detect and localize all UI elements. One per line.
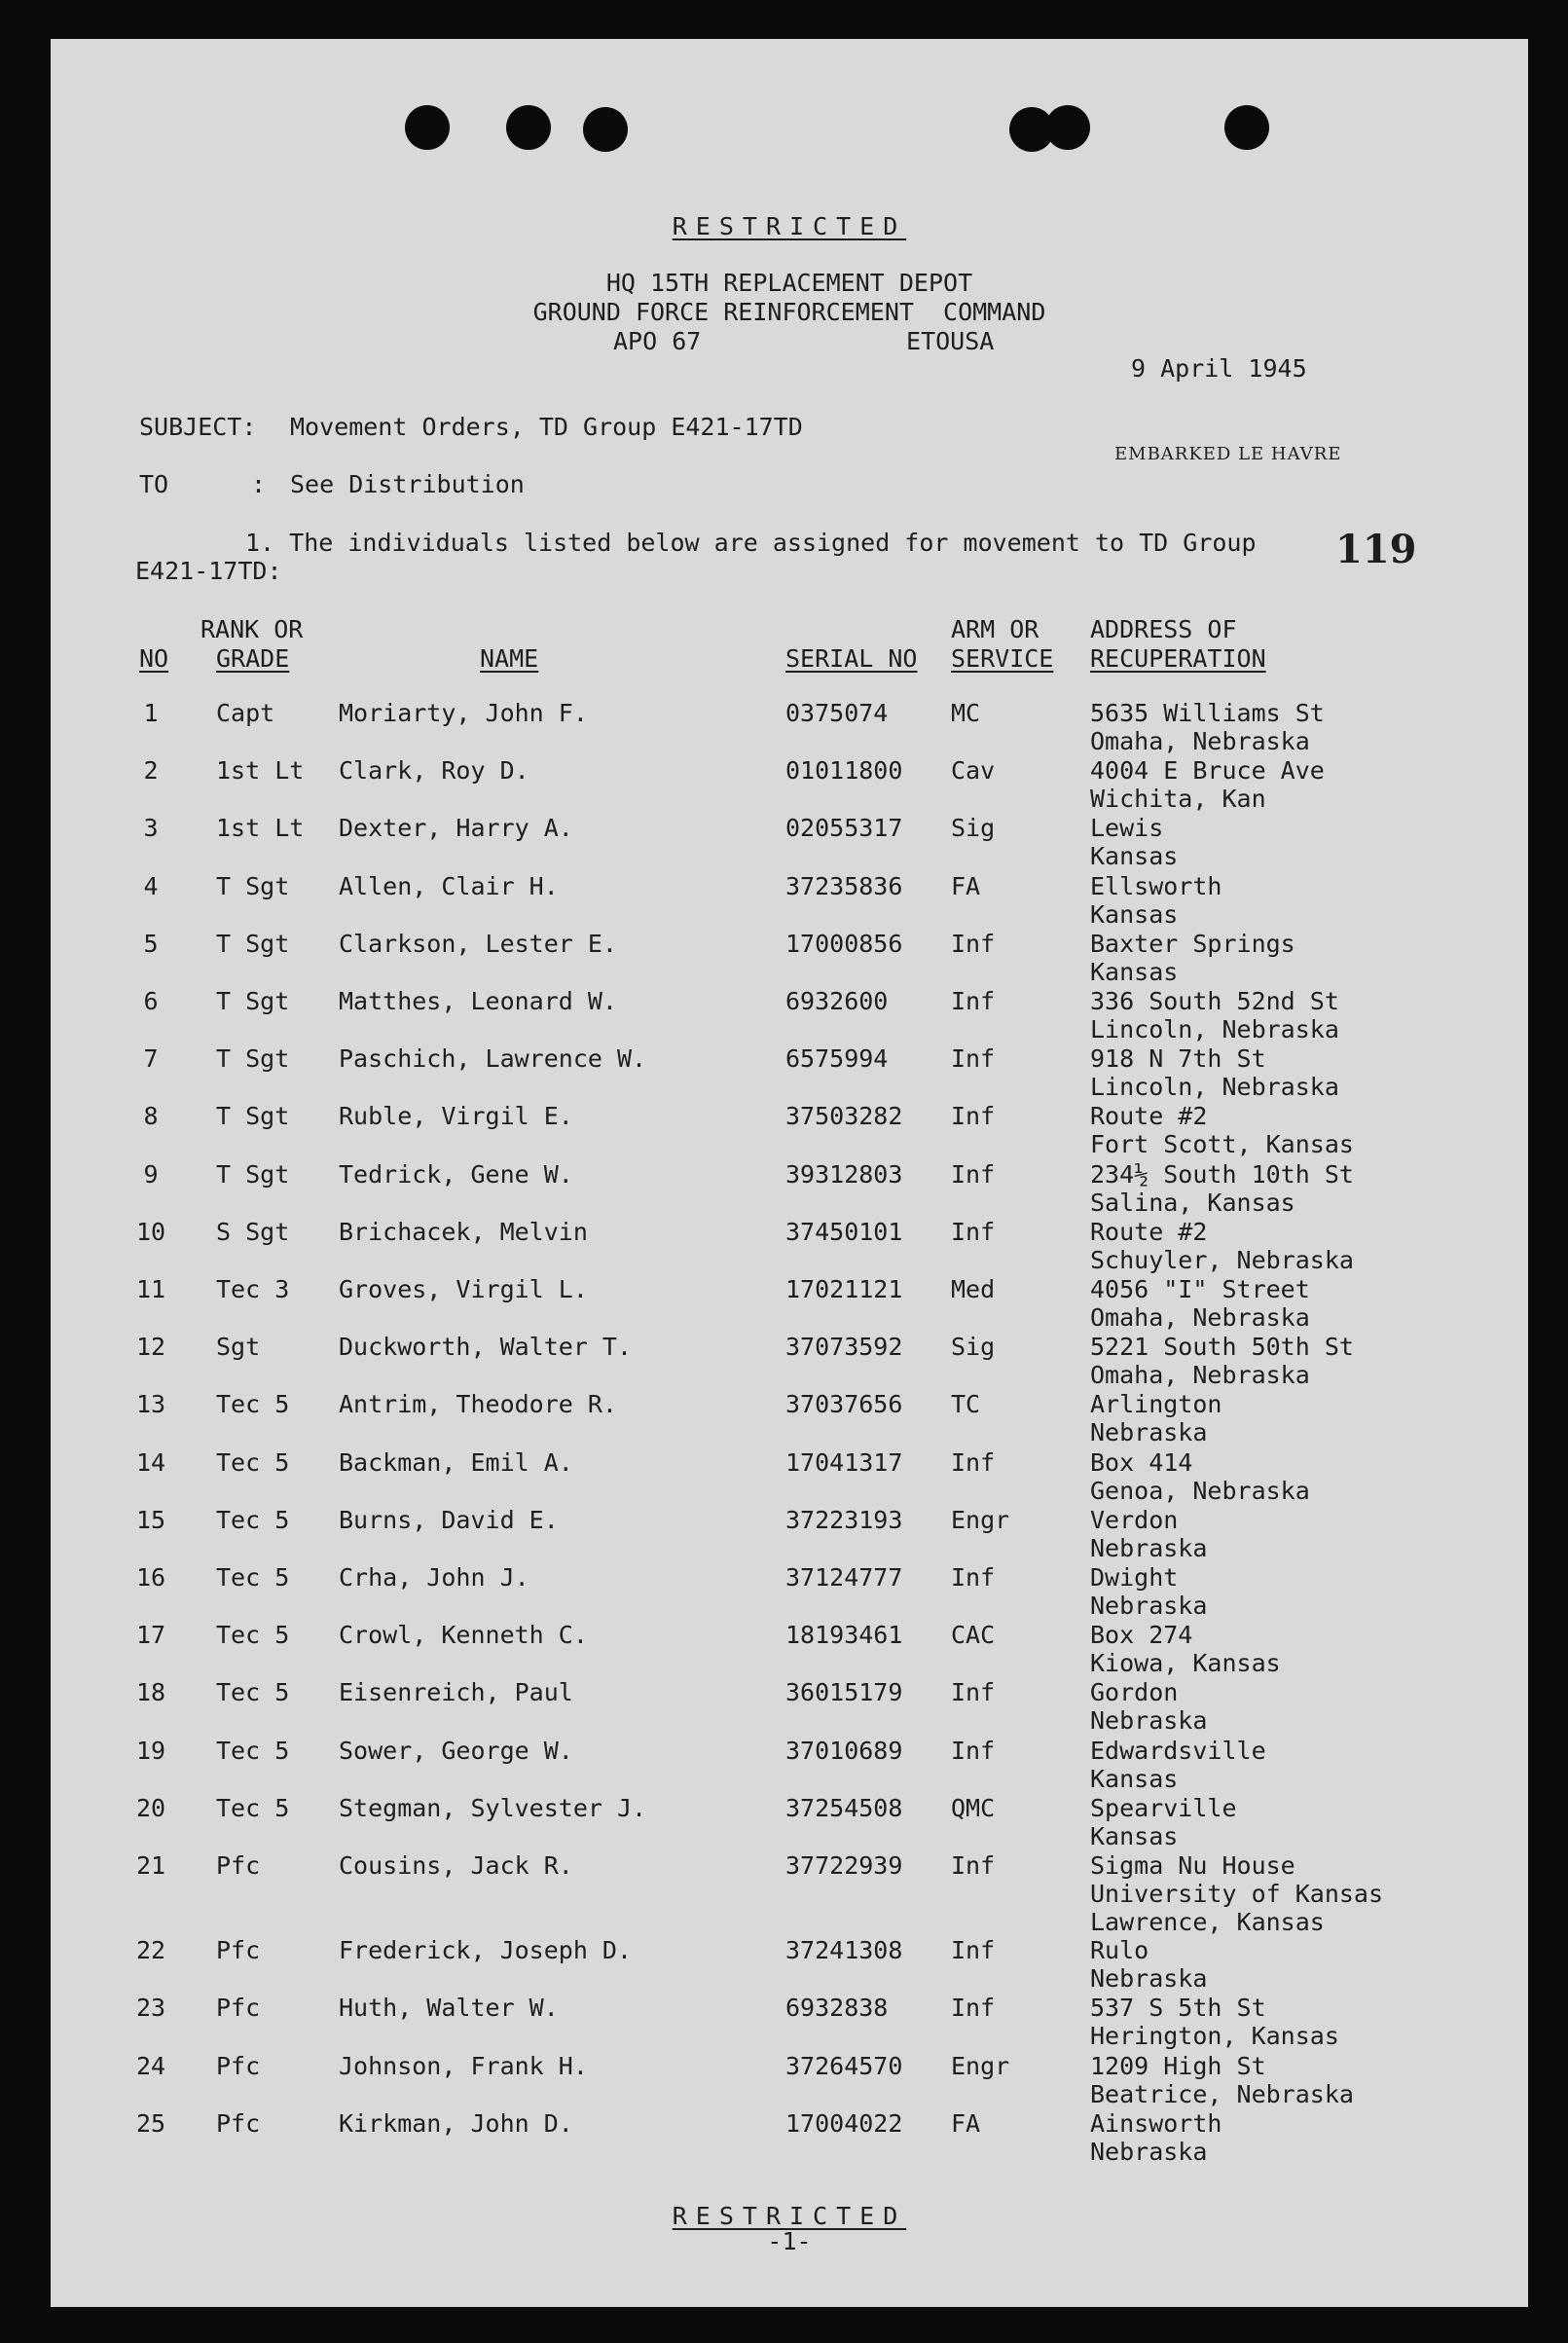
row-serial: 37241308 bbox=[785, 1936, 903, 1965]
table-row bbox=[51, 1044, 1528, 1101]
row-rank: T Sgt bbox=[216, 1044, 290, 1074]
row-rank: Capt bbox=[216, 699, 275, 727]
row-serial: 37073592 bbox=[785, 1333, 903, 1362]
table-row bbox=[51, 1448, 1528, 1505]
row-address-line-2: Kansas bbox=[1090, 1764, 1179, 1793]
row-serial: 37124777 bbox=[785, 1563, 903, 1592]
row-serial: 17000856 bbox=[785, 929, 903, 958]
row-name: Frederick, Joseph D. bbox=[339, 1936, 633, 1965]
row-name: Crha, John J. bbox=[339, 1563, 529, 1592]
header-name: NAME bbox=[480, 644, 539, 673]
row-serial: 37223193 bbox=[785, 1505, 903, 1534]
table-row bbox=[51, 2109, 1528, 2166]
row-address-line-2: Kansas bbox=[1090, 957, 1179, 986]
row-address-line-2: Nebraska bbox=[1090, 1418, 1208, 1447]
row-name: Antrim, Theodore R. bbox=[339, 1390, 617, 1419]
row-rank: Tec 5 bbox=[216, 1563, 290, 1592]
row-arm-service: Inf bbox=[951, 1159, 996, 1189]
row-address-line-1: Route #2 bbox=[1090, 1217, 1208, 1246]
row-address-line-1: Ainsworth bbox=[1090, 2108, 1222, 2138]
row-serial: 01011800 bbox=[785, 756, 903, 786]
table-row bbox=[51, 1678, 1528, 1735]
row-name: Eisenreich, Paul bbox=[339, 1678, 573, 1707]
row-number: 6 bbox=[143, 987, 159, 1015]
row-number: 9 bbox=[143, 1159, 159, 1189]
punch-hole bbox=[583, 107, 628, 152]
classification-footer: RESTRICTED bbox=[672, 2202, 907, 2230]
row-address-line-1: Dwight bbox=[1090, 1563, 1179, 1592]
paragraph-1-line-2: E421-17TD: bbox=[135, 557, 282, 585]
row-rank: Pfc bbox=[216, 1994, 261, 2023]
row-name: Johnson, Frank H. bbox=[339, 2051, 588, 2080]
punch-hole bbox=[1045, 105, 1090, 150]
paragraph-1-line-1: 1. The individuals listed below are assigned for movement to TD Group bbox=[245, 529, 1257, 557]
row-rank: Pfc bbox=[216, 1936, 261, 1965]
row-address-line-1: 537 S 5th St bbox=[1090, 1994, 1266, 2023]
row-rank: Tec 5 bbox=[216, 1621, 290, 1650]
table-row bbox=[51, 1390, 1528, 1446]
row-number: 7 bbox=[143, 1044, 159, 1074]
row-address-line-1: 918 N 7th St bbox=[1090, 1044, 1266, 1074]
subject-label: SUBJECT: bbox=[139, 413, 257, 441]
row-address-line-1: 1209 High St bbox=[1090, 2051, 1266, 2080]
row-rank: T Sgt bbox=[216, 1159, 290, 1189]
table-row bbox=[51, 1621, 1528, 1677]
row-serial: 37254508 bbox=[785, 1793, 903, 1822]
row-name: Cousins, Jack R. bbox=[339, 1851, 573, 1880]
row-name: Groves, Virgil L. bbox=[339, 1275, 588, 1303]
row-arm-service: Inf bbox=[951, 929, 996, 958]
row-address-line-2: Herington, Kansas bbox=[1090, 2022, 1339, 2051]
table-row bbox=[51, 699, 1528, 755]
row-address-line-1: Arlington bbox=[1090, 1390, 1222, 1419]
row-arm-service: MC bbox=[951, 699, 981, 727]
row-arm-service: Inf bbox=[951, 1736, 996, 1765]
row-serial: 17041317 bbox=[785, 1447, 903, 1477]
row-number: 10 bbox=[135, 1217, 166, 1246]
row-arm-service: FA bbox=[951, 2108, 981, 2138]
row-address-line-2: Nebraska bbox=[1090, 1533, 1208, 1562]
header-address-top: ADDRESS OF bbox=[1090, 615, 1237, 643]
row-address-line-2: Beatrice, Nebraska bbox=[1090, 2079, 1354, 2108]
row-serial: 18193461 bbox=[785, 1621, 903, 1650]
row-arm-service: Inf bbox=[951, 1217, 996, 1246]
row-arm-service: Inf bbox=[951, 1936, 996, 1965]
table-row bbox=[51, 1102, 1528, 1158]
row-serial: 0375074 bbox=[785, 699, 889, 727]
row-address-line-2: Nebraska bbox=[1090, 2137, 1208, 2166]
row-number: 5 bbox=[143, 929, 159, 958]
row-number: 3 bbox=[143, 814, 159, 843]
row-serial: 17021121 bbox=[785, 1275, 903, 1303]
row-address-line-2: Nebraska bbox=[1090, 1592, 1208, 1620]
classification-header: RESTRICTED bbox=[672, 212, 907, 240]
row-name: Sower, George W. bbox=[339, 1736, 573, 1765]
row-arm-service: Inf bbox=[951, 1994, 996, 2023]
row-number: 4 bbox=[143, 871, 159, 900]
row-name: Brichacek, Melvin bbox=[339, 1217, 588, 1246]
row-number: 24 bbox=[135, 2051, 166, 2080]
row-rank: T Sgt bbox=[216, 1102, 290, 1131]
row-address-line-2: Omaha, Nebraska bbox=[1090, 727, 1310, 755]
subject-value: Movement Orders, TD Group E421-17TD bbox=[290, 413, 803, 441]
table-row bbox=[51, 1936, 1528, 1993]
row-serial: 37264570 bbox=[785, 2051, 903, 2080]
table-row bbox=[51, 1737, 1528, 1793]
table-row bbox=[51, 1794, 1528, 1850]
row-arm-service: Med bbox=[951, 1275, 996, 1303]
row-arm-service: Engr bbox=[951, 2051, 1010, 2080]
row-name: Crowl, Kenneth C. bbox=[339, 1621, 588, 1650]
row-number: 18 bbox=[135, 1678, 166, 1707]
page-number: -1- bbox=[767, 2227, 812, 2255]
to-value: See Distribution bbox=[290, 470, 525, 498]
header-rank-bottom: GRADE bbox=[216, 644, 290, 673]
row-rank: Tec 5 bbox=[216, 1793, 290, 1822]
row-arm-service: QMC bbox=[951, 1793, 996, 1822]
row-serial: 6575994 bbox=[785, 1044, 889, 1074]
table-row bbox=[51, 872, 1528, 929]
row-name: Paschich, Lawrence W. bbox=[339, 1044, 647, 1074]
row-arm-service: Inf bbox=[951, 1563, 996, 1592]
table-row bbox=[51, 1851, 1528, 1936]
row-rank: Pfc bbox=[216, 1851, 261, 1880]
header-no: NO bbox=[139, 644, 169, 673]
row-number: 16 bbox=[135, 1563, 166, 1592]
row-name: Dexter, Harry A. bbox=[339, 814, 573, 843]
row-number: 12 bbox=[135, 1333, 166, 1362]
row-arm-service: Sig bbox=[951, 1333, 996, 1362]
row-arm-service: Inf bbox=[951, 1851, 996, 1880]
row-name: Tedrick, Gene W. bbox=[339, 1159, 573, 1189]
row-rank: 1st Lt bbox=[216, 814, 305, 843]
row-serial: 17004022 bbox=[785, 2108, 903, 2138]
row-number: 17 bbox=[135, 1621, 166, 1650]
row-name: Matthes, Leonard W. bbox=[339, 987, 617, 1015]
row-name: Clarkson, Lester E. bbox=[339, 929, 617, 958]
embarked-stamp: EMBARKED LE HAVRE bbox=[1114, 444, 1342, 464]
row-name: Duckworth, Walter T. bbox=[339, 1333, 633, 1362]
row-arm-service: TC bbox=[951, 1390, 981, 1419]
header-rank-top: RANK OR bbox=[201, 615, 304, 643]
row-name: Allen, Clair H. bbox=[339, 871, 559, 900]
row-name: Moriarty, John F. bbox=[339, 699, 588, 727]
header-serial: SERIAL NO bbox=[785, 644, 918, 673]
row-serial: 37450101 bbox=[785, 1217, 903, 1246]
table-row bbox=[51, 1160, 1528, 1217]
row-arm-service: Inf bbox=[951, 1447, 996, 1477]
row-address-line-2: University of Kansas bbox=[1090, 1880, 1384, 1908]
table-row bbox=[51, 1506, 1528, 1562]
row-rank: Tec 5 bbox=[216, 1736, 290, 1765]
row-serial: 37010689 bbox=[785, 1736, 903, 1765]
row-address-line-2: Lincoln, Nebraska bbox=[1090, 1015, 1339, 1043]
row-name: Huth, Walter W. bbox=[339, 1994, 559, 2023]
row-address-line-1: 234½ South 10th St bbox=[1090, 1159, 1354, 1189]
row-name: Kirkman, John D. bbox=[339, 2108, 573, 2138]
org-line-2: GROUND FORCE REINFORCEMENT COMMAND bbox=[532, 298, 1046, 326]
row-serial: 37235836 bbox=[785, 871, 903, 900]
row-serial: 37503282 bbox=[785, 1102, 903, 1131]
row-rank: Tec 5 bbox=[216, 1678, 290, 1707]
table-row bbox=[51, 2052, 1528, 2108]
row-address-line-1: 5221 South 50th St bbox=[1090, 1333, 1354, 1362]
org-line-3: APO 67 ETOUSA bbox=[613, 327, 995, 355]
row-arm-service: Inf bbox=[951, 987, 996, 1015]
row-rank: Tec 3 bbox=[216, 1275, 290, 1303]
row-address-line-1: Baxter Springs bbox=[1090, 929, 1295, 958]
row-address-line-3: Lawrence, Kansas bbox=[1090, 1908, 1325, 1936]
row-number: 19 bbox=[135, 1736, 166, 1765]
row-arm-service: Inf bbox=[951, 1102, 996, 1131]
row-number: 1 bbox=[143, 699, 159, 727]
row-address-line-1: 4004 E Bruce Ave bbox=[1090, 756, 1325, 786]
row-address-line-2: Wichita, Kan bbox=[1090, 785, 1266, 814]
row-address-line-1: 4056 "I" Street bbox=[1090, 1275, 1310, 1303]
table-row bbox=[51, 1218, 1528, 1274]
page-mark-number: 119 bbox=[1335, 527, 1417, 572]
row-rank: T Sgt bbox=[216, 987, 290, 1015]
punch-hole bbox=[506, 105, 551, 150]
header-arm-bottom: SERVICE bbox=[951, 644, 1054, 673]
row-number: 15 bbox=[135, 1505, 166, 1534]
header-arm-top: ARM OR bbox=[951, 615, 1039, 643]
table-row bbox=[51, 930, 1528, 986]
row-address-line-1: Edwardsville bbox=[1090, 1736, 1266, 1765]
row-arm-service: FA bbox=[951, 871, 981, 900]
row-rank: T Sgt bbox=[216, 871, 290, 900]
row-name: Stegman, Sylvester J. bbox=[339, 1793, 647, 1822]
punch-hole bbox=[1224, 105, 1269, 150]
row-arm-service: Sig bbox=[951, 814, 996, 843]
row-rank: Tec 5 bbox=[216, 1390, 290, 1419]
row-name: Backman, Emil A. bbox=[339, 1447, 573, 1477]
row-number: 22 bbox=[135, 1936, 166, 1965]
row-address-line-2: Salina, Kansas bbox=[1090, 1188, 1295, 1217]
row-name: Ruble, Virgil E. bbox=[339, 1102, 573, 1131]
row-serial: 02055317 bbox=[785, 814, 903, 843]
punch-hole bbox=[405, 105, 450, 150]
row-address-line-2: Kiowa, Kansas bbox=[1090, 1649, 1281, 1678]
row-name: Clark, Roy D. bbox=[339, 756, 529, 786]
row-serial: 6932600 bbox=[785, 987, 889, 1015]
row-address-line-1: Verdon bbox=[1090, 1505, 1179, 1534]
row-address-line-1: Box 274 bbox=[1090, 1621, 1193, 1650]
row-rank: Sgt bbox=[216, 1333, 261, 1362]
row-address-line-1: Rulo bbox=[1090, 1936, 1149, 1965]
order-date: 9 April 1945 bbox=[1131, 354, 1307, 383]
row-serial: 37037656 bbox=[785, 1390, 903, 1419]
row-address-line-2: Omaha, Nebraska bbox=[1090, 1303, 1310, 1332]
row-rank: Tec 5 bbox=[216, 1505, 290, 1534]
row-address-line-2: Omaha, Nebraska bbox=[1090, 1361, 1310, 1390]
table-row bbox=[51, 1563, 1528, 1620]
row-number: 20 bbox=[135, 1793, 166, 1822]
table-row bbox=[51, 1994, 1528, 2050]
row-arm-service: Inf bbox=[951, 1044, 996, 1074]
row-number: 14 bbox=[135, 1447, 166, 1477]
org-line-1: HQ 15TH REPLACEMENT DEPOT bbox=[605, 269, 973, 297]
row-number: 8 bbox=[143, 1102, 159, 1131]
row-arm-service: Engr bbox=[951, 1505, 1010, 1534]
row-rank: Tec 5 bbox=[216, 1447, 290, 1477]
row-address-line-2: Schuyler, Nebraska bbox=[1090, 1245, 1354, 1274]
row-address-line-1: 5635 Williams St bbox=[1090, 699, 1325, 727]
to-separator: : bbox=[251, 470, 267, 498]
row-address-line-2: Nebraska bbox=[1090, 1706, 1208, 1736]
table-row bbox=[51, 987, 1528, 1043]
row-address-line-1: Box 414 bbox=[1090, 1447, 1193, 1477]
row-name: Burns, David E. bbox=[339, 1505, 559, 1534]
row-number: 2 bbox=[143, 756, 159, 786]
to-label: TO bbox=[139, 470, 169, 498]
row-number: 25 bbox=[135, 2108, 166, 2138]
header-address-bottom: RECUPERATION bbox=[1090, 644, 1266, 673]
row-address-line-1: Spearville bbox=[1090, 1793, 1237, 1822]
row-rank: Pfc bbox=[216, 2108, 261, 2138]
document-page bbox=[51, 39, 1528, 2307]
row-rank: S Sgt bbox=[216, 1217, 290, 1246]
row-rank: Pfc bbox=[216, 2051, 261, 2080]
row-number: 13 bbox=[135, 1390, 166, 1419]
row-address-line-1: Ellsworth bbox=[1090, 871, 1222, 900]
table-row bbox=[51, 1275, 1528, 1332]
row-arm-service: Cav bbox=[951, 756, 996, 786]
row-address-line-2: Kansas bbox=[1090, 842, 1179, 871]
table-row bbox=[51, 814, 1528, 870]
row-serial: 39312803 bbox=[785, 1159, 903, 1189]
table-row bbox=[51, 1333, 1528, 1389]
row-address-line-2: Kansas bbox=[1090, 899, 1179, 929]
row-address-line-2: Genoa, Nebraska bbox=[1090, 1476, 1310, 1505]
row-number: 21 bbox=[135, 1851, 166, 1880]
table-row bbox=[51, 756, 1528, 813]
row-serial: 6932838 bbox=[785, 1994, 889, 2023]
row-rank: T Sgt bbox=[216, 929, 290, 958]
row-arm-service: CAC bbox=[951, 1621, 996, 1650]
row-rank: 1st Lt bbox=[216, 756, 305, 786]
row-arm-service: Inf bbox=[951, 1678, 996, 1707]
row-number: 23 bbox=[135, 1994, 166, 2023]
row-address-line-2: Fort Scott, Kansas bbox=[1090, 1130, 1354, 1159]
row-number: 11 bbox=[135, 1275, 166, 1303]
row-address-line-2: Lincoln, Nebraska bbox=[1090, 1073, 1339, 1102]
row-address-line-1: Gordon bbox=[1090, 1678, 1179, 1707]
row-address-line-1: Sigma Nu House bbox=[1090, 1851, 1295, 1880]
row-address-line-1: Route #2 bbox=[1090, 1102, 1208, 1131]
row-address-line-2: Kansas bbox=[1090, 1821, 1179, 1850]
row-address-line-1: Lewis bbox=[1090, 814, 1164, 843]
row-address-line-2: Nebraska bbox=[1090, 1964, 1208, 1994]
row-address-line-1: 336 South 52nd St bbox=[1090, 987, 1339, 1015]
row-serial: 37722939 bbox=[785, 1851, 903, 1880]
row-serial: 36015179 bbox=[785, 1678, 903, 1707]
